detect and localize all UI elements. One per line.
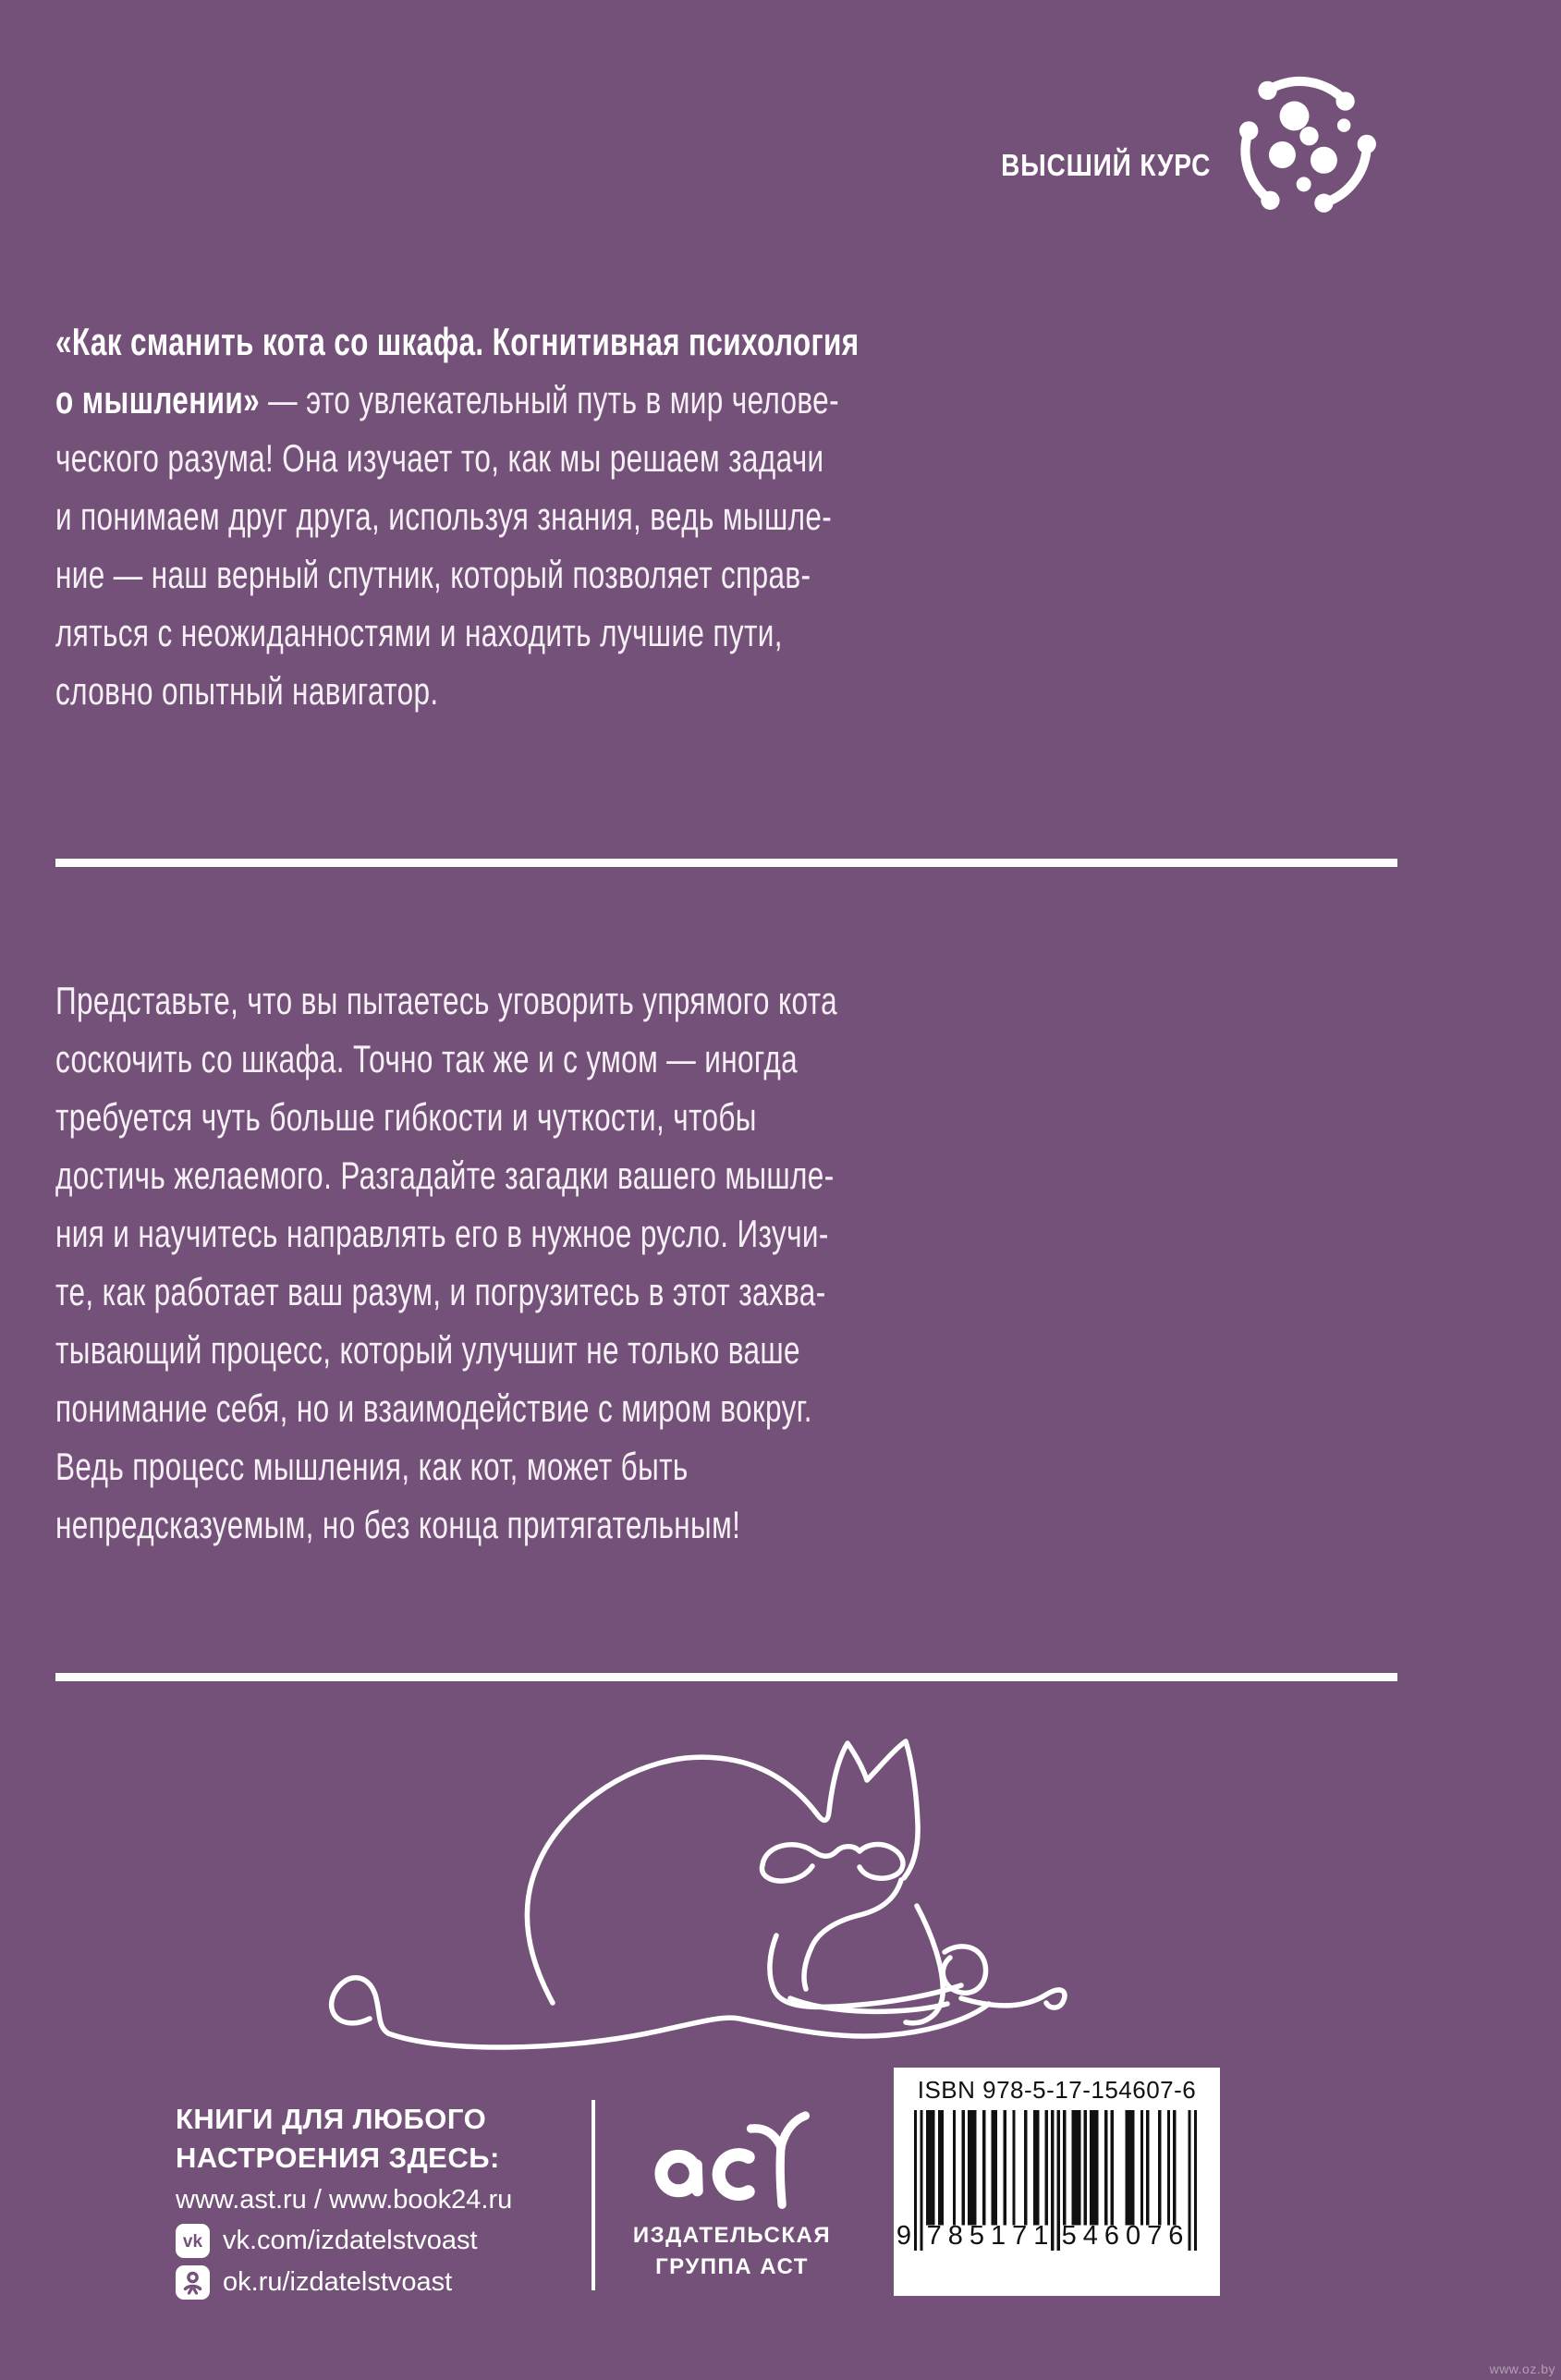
isbn-label: ISBN 978-5-17-154607-6: [917, 2076, 1197, 2104]
ok-icon: [176, 2265, 210, 2300]
brain-network-icon: [1227, 61, 1388, 222]
text-line: и понимаем друг друга, используя знания, ведь мышле-: [55, 494, 833, 538]
publisher-name-line1: ИЗДАТЕЛЬСКАЯ: [632, 2223, 832, 2248]
ast-logo-icon: [644, 2091, 820, 2220]
annotation-paragraph: [55, 312, 860, 720]
text-line: тывающий процесс, который улучшит не только ваше: [55, 1328, 800, 1372]
text-line: ляться с неожиданностями и находить лучшие пути,: [55, 611, 783, 654]
publisher-block: [621, 2091, 843, 2283]
text-line: Представьте, что вы пытаетесь уговорить упрямого кота: [55, 979, 838, 1022]
divider-line: [55, 1673, 1397, 1681]
ok-handle: ok.ru/izdatelstvoast: [223, 2267, 453, 2297]
text-line: те, как работает ваш разум, и погрузитесь в этот захва-: [55, 1270, 826, 1313]
svg-text:vk: vk: [182, 2232, 203, 2252]
divider-line: [55, 859, 1397, 867]
text-line: понимание себя, но и взаимодействие с миром вокруг.: [55, 1386, 812, 1430]
cat-line-art: [259, 1721, 1072, 2072]
description-paragraph: [55, 971, 837, 1554]
promo-block: [176, 2100, 512, 2303]
publisher-name-line2: ГРУППА АСТ: [655, 2254, 809, 2279]
text-line: достичь желаемого. Разгадайте загадки вашего мышле-: [55, 1153, 835, 1197]
brand-label: ВЫСШИЙ КУРС: [1000, 148, 1211, 182]
text-line: «Как сманить кота со шкафа. Когнитивная психология: [55, 320, 860, 363]
text-line: ния и научитесь направлять его в нужное русло. Изучи-: [55, 1212, 829, 1255]
text-line: непредсказуемым, но без конца притягательным!: [55, 1503, 741, 1546]
vk-row: [176, 2220, 512, 2262]
publisher-websites: www.ast.ru / www.book24.ru: [176, 2185, 513, 2215]
text-line: словно опытный навигатор.: [55, 669, 439, 713]
text-line: о мышлении» — это увлекательный путь в мир челове-: [55, 378, 839, 421]
barcode-digits: [896, 2221, 1197, 2252]
text-line: ние — наш верный спутник, который позволяет справ-: [55, 553, 811, 596]
barcode-box: [894, 2068, 1220, 2296]
vk-icon: [176, 2224, 210, 2258]
vk-handle: vk.com/izdatelstvoast: [223, 2226, 478, 2255]
barcode-digits-right: 546076: [1061, 2221, 1190, 2251]
ok-row: [176, 2262, 512, 2303]
text-line: Ведь процесс мышления, как кот, может быть: [55, 1445, 689, 1488]
promo-heading-line2: НАСТРОЕНИЯ ЗДЕСЬ:: [176, 2142, 500, 2174]
text-line: соскочить со шкафа. Точно так же и с умом — иногда: [55, 1037, 798, 1080]
promo-heading-line1: КНИГИ ДЛЯ ЛЮБОГО: [176, 2103, 487, 2135]
text-line: ческого разума! Она изучает то, как мы решаем задачи: [55, 436, 824, 480]
text-line: требуется чуть больше гибкости и чуткости, чтобы: [55, 1095, 757, 1139]
barcode-digit-first: 9: [896, 2221, 912, 2251]
barcode-digits-left: 785171: [926, 2221, 1055, 2251]
store-watermark: www.oz.by: [1489, 2362, 1555, 2376]
vertical-divider: [591, 2100, 595, 2290]
